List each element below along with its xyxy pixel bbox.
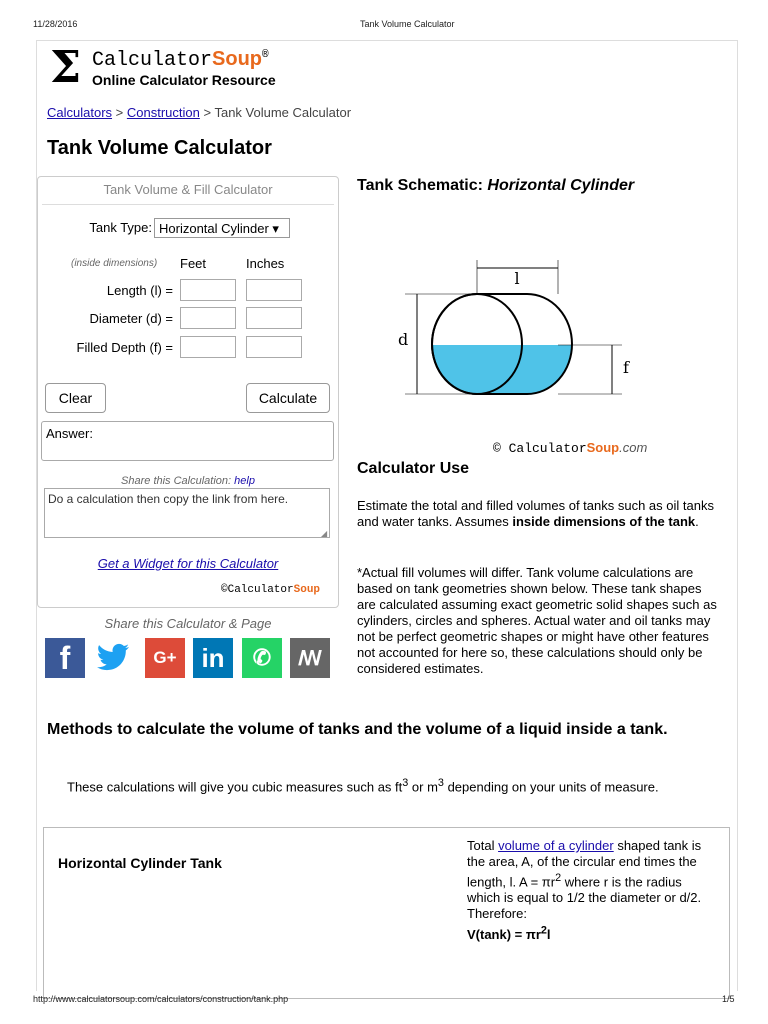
breadcrumb-separator: >: [203, 105, 212, 120]
site-tagline: Online Calculator Resource: [92, 72, 276, 88]
units-note-a: These calculations will give you cubic measures such as ft: [67, 779, 403, 795]
breadcrumb-construction-link[interactable]: Construction: [126, 105, 200, 120]
calculator-header: Tank Volume & Fill Calculator: [103, 182, 273, 197]
print-title: Tank Volume Calculator: [360, 19, 455, 29]
length-label-l: l: [514, 269, 520, 288]
calculator-use-heading: Calculator Use: [357, 460, 470, 477]
diameter-label-d: d: [398, 330, 409, 349]
calculator-copyright-soup: Soup: [293, 584, 321, 596]
textarea-resize-handle-icon[interactable]: ◢: [321, 529, 328, 538]
logo-name-calculator: Calculator: [92, 49, 213, 72]
schematic-title: [357, 177, 634, 195]
volume-of-cylinder-link[interactable]: volume of a cylinder: [498, 838, 614, 853]
dimensions-note: (inside dimensions): [71, 258, 158, 269]
calculator-use-paragraph-1: [357, 498, 717, 530]
units-note-c: depending on your units of measure.: [443, 779, 659, 795]
facebook-icon[interactable]: f: [45, 638, 85, 678]
share-help-link[interactable]: help: [234, 475, 255, 487]
units-note-b: or m: [408, 779, 438, 795]
calculator-use-p1-c: .: [695, 514, 699, 529]
formula-a: V(tank) = πr: [467, 926, 541, 942]
desc-c: where r is the radius which is equal to 1/2 the diameter or d/2. Therefore:: [467, 874, 702, 922]
desc-sup: 2: [555, 872, 562, 884]
print-date: 11/28/2016: [33, 19, 78, 29]
units-note-sup1: 3: [402, 777, 409, 789]
tank-type-label: Tank Type:: [89, 220, 152, 235]
linkedin-icon[interactable]: in: [193, 638, 233, 678]
length-feet-input[interactable]: [180, 279, 236, 301]
diameter-feet-input[interactable]: [180, 307, 236, 329]
calculator-use-p1-b: inside dimensions of the tank: [512, 514, 696, 529]
horizontal-cylinder-heading: Horizontal Cylinder Tank: [58, 855, 222, 871]
site-logo-name[interactable]: [92, 48, 269, 72]
schematic-copyright-soup: Soup: [586, 440, 620, 455]
formula-b: l: [546, 926, 551, 942]
horizontal-cylinder-diagram: [390, 250, 650, 410]
units-note-sup2: 3: [437, 777, 444, 789]
volume-formula: [467, 924, 551, 942]
desc-a: Total: [467, 838, 499, 853]
breadcrumb-separator: >: [115, 105, 124, 120]
calculator-use-paragraph-2: *Actual fill volumes will differ. Tank volume calculations are based on tank geometries shown below. These tank shapes are calculated assuming exact geometric solid shapes such as cylinders, circles and spheres. Actual water and oil tanks may not be perfect geometric shapes or might have other features not accounted for here so, these calculations should only be considered estimates.: [357, 565, 717, 676]
schematic-copyright-calculator: © Calculator: [493, 441, 587, 456]
methods-heading: Methods to calculate the volume of tanks and the volume of a liquid inside a tank.: [47, 721, 668, 738]
answer-output[interactable]: Answer:: [41, 421, 334, 461]
inches-column-header: Inches: [246, 256, 285, 271]
diameter-inches-input[interactable]: [246, 307, 302, 329]
schematic-title-prefix: Tank Schematic:: [357, 177, 488, 194]
schematic-title-shape: Horizontal Cylinder: [487, 177, 635, 194]
clear-button[interactable]: Clear: [45, 383, 106, 413]
length-inches-input[interactable]: [246, 279, 302, 301]
calculator-copyright-calculator: ©Calculator: [221, 584, 294, 596]
formula-sup: 2: [540, 924, 547, 937]
calculator-header-divider: [42, 204, 334, 205]
share-page-label: Share this Calculator & Page: [104, 616, 272, 631]
tank-type-select[interactable]: Horizontal Cylinder ▾: [154, 218, 290, 238]
print-page-number: 1/5: [722, 994, 735, 1004]
share-calculation-text: Share this Calculation:: [121, 475, 235, 487]
diameter-label: Diameter (d) =: [89, 311, 173, 326]
print-url: http://www.calculatorsoup.com/calculators/construction/tank.php: [33, 994, 289, 1004]
google-plus-icon[interactable]: G+: [145, 638, 185, 678]
whatsapp-icon[interactable]: ✆: [242, 638, 282, 678]
desc-b: shaped tank is the area, A, of the circular end times the length, l. A = πr: [467, 838, 702, 890]
schematic-copyright: [493, 440, 647, 456]
stumbleupon-icon[interactable]: ꟿ: [290, 638, 330, 678]
feet-column-header: Feet: [180, 256, 207, 271]
schematic-copyright-com: .com: [619, 440, 648, 455]
calculator-use-p1-a: Estimate the total and filled volumes of tanks such as oil tanks and water tanks. Assumes: [357, 498, 714, 529]
units-note: [67, 775, 707, 795]
page-title: Tank Volume Calculator: [47, 137, 272, 159]
breadcrumb-calculators-link[interactable]: Calculators: [47, 105, 113, 120]
filled-depth-inches-input[interactable]: [246, 336, 302, 358]
fill-level-area: [390, 345, 650, 405]
depth-label-f: f: [623, 358, 629, 377]
logo-reg-mark: ®: [262, 49, 269, 62]
filled-depth-label: Filled Depth (f) =: [76, 340, 173, 355]
sigma-logo-icon[interactable]: Σ: [50, 42, 82, 93]
breadcrumb-current: Tank Volume Calculator: [214, 105, 352, 120]
share-calculation-label: [38, 475, 338, 487]
logo-name-soup: Soup: [212, 48, 263, 70]
filled-depth-feet-input[interactable]: [180, 336, 236, 358]
calculator-copyright: [221, 584, 320, 596]
calculate-button[interactable]: Calculate: [246, 383, 330, 413]
share-link-textarea[interactable]: Do a calculation then copy the link from here.: [44, 488, 330, 538]
horizontal-cylinder-description: [467, 838, 717, 943]
breadcrumb: [47, 105, 351, 120]
twitter-icon[interactable]: [93, 638, 133, 678]
get-widget-link[interactable]: Get a Widget for this Calculator: [97, 556, 279, 571]
length-label: Length (l) =: [106, 283, 173, 298]
